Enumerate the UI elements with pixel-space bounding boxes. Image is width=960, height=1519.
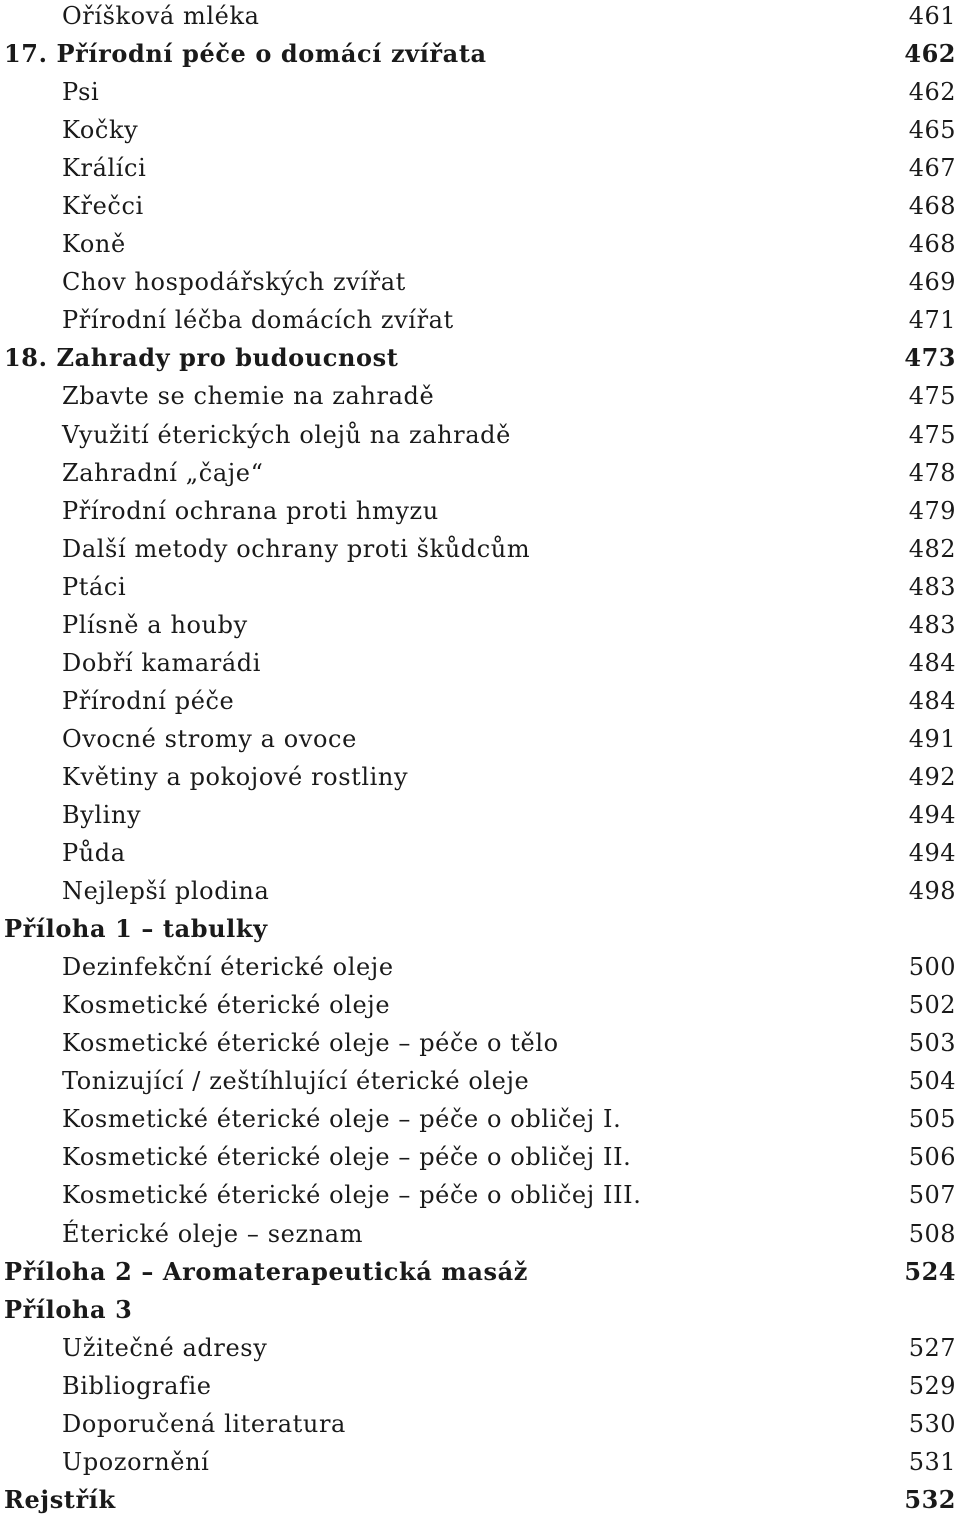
toc-page-number: 478 xyxy=(908,458,956,487)
toc-page-number: 508 xyxy=(908,1219,956,1248)
toc-entry xyxy=(0,225,960,263)
toc-entry xyxy=(0,758,960,796)
toc-entry-title: Kosmetické éterické oleje xyxy=(62,991,391,1020)
toc-entry xyxy=(0,1024,960,1062)
toc-entry-title: Kosmetické éterické oleje – péče o obličej I. xyxy=(62,1105,622,1134)
toc-entry-title: Využití éterických olejů na zahradě xyxy=(62,420,511,449)
toc-page-number: 462 xyxy=(908,78,956,107)
toc-entry-title: Půda xyxy=(62,839,126,868)
toc-entry-title: 17. Přírodní péče o domácí zvířata xyxy=(4,39,487,69)
toc-entry xyxy=(0,492,960,530)
toc-page-number: 462 xyxy=(904,39,956,69)
toc-entry-title: Křečci xyxy=(62,192,144,221)
toc-page-number: 475 xyxy=(908,420,956,449)
toc-entry xyxy=(0,948,960,986)
toc-page-number: 465 xyxy=(908,116,956,145)
toc-page-number: 532 xyxy=(904,1484,956,1514)
toc-chapter-entry xyxy=(0,910,960,948)
toc-entry-title: Upozornění xyxy=(62,1447,210,1476)
toc-entry xyxy=(0,187,960,225)
toc-entry xyxy=(0,530,960,568)
toc-chapter-entry xyxy=(0,35,960,73)
toc-entry xyxy=(0,149,960,187)
toc-entry-title: Oříšková mléka xyxy=(62,2,260,30)
toc-page-number: 468 xyxy=(908,192,956,221)
toc-entry xyxy=(0,0,960,35)
toc-page-number: 492 xyxy=(908,762,956,791)
toc-entry-title: Byliny xyxy=(62,800,142,829)
toc-entry xyxy=(0,834,960,872)
toc-entry-title: Ovocné stromy a ovoce xyxy=(62,724,357,753)
toc-page-number: 461 xyxy=(908,2,956,30)
toc-entry-title: Rejstřík xyxy=(4,1484,116,1514)
toc-page-number: 524 xyxy=(904,1256,956,1286)
toc-entry xyxy=(0,606,960,644)
toc-page-number: 498 xyxy=(908,877,956,906)
toc-entry xyxy=(0,682,960,720)
toc-entry xyxy=(0,1062,960,1100)
toc-entry-title: Příloha 2 – Aromaterapeutická masáž xyxy=(4,1256,528,1286)
toc-entry-title: Další metody ochrany proti škůdcům xyxy=(62,534,531,563)
toc-page-number: 473 xyxy=(904,343,956,373)
toc-page-number: 491 xyxy=(908,724,956,753)
toc-page-number: 467 xyxy=(908,154,956,183)
toc-entry xyxy=(0,73,960,111)
toc-entry xyxy=(0,1215,960,1253)
toc-entry-title: Užitečné adresy xyxy=(62,1333,268,1362)
toc-page-number: 494 xyxy=(908,800,956,829)
toc-page-number: 471 xyxy=(908,306,956,335)
toc-entry-title: 18. Zahrady pro budoucnost xyxy=(4,343,399,373)
toc-entry-title: Kosmetické éterické oleje – péče o obličej III. xyxy=(62,1181,642,1210)
toc-page-number: 479 xyxy=(908,496,956,525)
toc-entry-title: Kočky xyxy=(62,116,139,145)
toc-chapter-entry xyxy=(0,1253,960,1291)
toc-page-number: 469 xyxy=(908,268,956,297)
toc-entry-title: Květiny a pokojové rostliny xyxy=(62,762,409,791)
toc-entry xyxy=(0,1176,960,1214)
toc-entry-title: Bibliografie xyxy=(62,1371,212,1400)
toc-entry-title: Éterické oleje – seznam xyxy=(62,1219,364,1248)
toc-page-number: 475 xyxy=(908,382,956,411)
toc-entry-title: Ptáci xyxy=(62,572,127,601)
toc-entry-title: Dobří kamarádi xyxy=(62,648,261,677)
toc-page-number: 503 xyxy=(908,1029,956,1058)
toc-entry-title: Přírodní léčba domácích zvířat xyxy=(62,306,454,335)
toc-entry-title: Dezinfekční éterické oleje xyxy=(62,953,394,982)
toc-page-number: 502 xyxy=(908,991,956,1020)
toc-entry xyxy=(0,416,960,454)
toc-page-number: 482 xyxy=(908,534,956,563)
toc-entry-title: Přírodní ochrana proti hmyzu xyxy=(62,496,439,525)
toc-entry-title: Chov hospodářských zvířat xyxy=(62,268,406,297)
toc-entry-title: Koně xyxy=(62,230,126,259)
toc-entry-title: Příloha 3 xyxy=(4,1294,133,1324)
toc-page-number: 484 xyxy=(908,648,956,677)
toc-entry-title: Králíci xyxy=(62,154,147,183)
toc-page-number: 527 xyxy=(908,1333,956,1362)
toc-entry xyxy=(0,1329,960,1367)
toc-entry xyxy=(0,1138,960,1176)
toc-entry xyxy=(0,377,960,415)
toc-entry xyxy=(0,796,960,834)
toc-entry-title: Nejlepší plodina xyxy=(62,877,270,906)
toc-entry xyxy=(0,1443,960,1481)
toc-page-number: 531 xyxy=(908,1447,956,1476)
toc-entry xyxy=(0,986,960,1024)
toc-entry xyxy=(0,644,960,682)
toc-entry-title: Tonizující / zeštíhlující éterické oleje xyxy=(62,1067,530,1096)
toc-entry-title: Zahradní „čaje“ xyxy=(62,458,264,487)
toc-entry-title: Kosmetické éterické oleje – péče o obličej II. xyxy=(62,1143,632,1172)
toc-page-number: 505 xyxy=(908,1105,956,1134)
toc-chapter-entry xyxy=(0,1291,960,1329)
toc-entry xyxy=(0,1405,960,1443)
toc-entry xyxy=(0,568,960,606)
toc-entry-title: Zbavte se chemie na zahradě xyxy=(62,382,435,411)
toc-page-number: 529 xyxy=(908,1371,956,1400)
toc-entry xyxy=(0,1100,960,1138)
toc-page-number: 483 xyxy=(908,610,956,639)
toc-entry xyxy=(0,111,960,149)
toc-page-number: 530 xyxy=(908,1409,956,1438)
toc-entry xyxy=(0,872,960,910)
toc-entry xyxy=(0,1367,960,1405)
toc-page-number: 504 xyxy=(908,1067,956,1096)
toc-entry xyxy=(0,301,960,339)
toc-page-number: 507 xyxy=(908,1181,956,1210)
toc-chapter-entry xyxy=(0,1481,960,1519)
toc-page-number: 506 xyxy=(908,1143,956,1172)
toc-entry-title: Doporučená literatura xyxy=(62,1409,346,1438)
toc-chapter-entry xyxy=(0,339,960,377)
toc-page-number: 468 xyxy=(908,230,956,259)
toc-entry xyxy=(0,720,960,758)
toc-entry xyxy=(0,454,960,492)
toc-entry-title: Psi xyxy=(62,78,100,107)
toc-entry-title: Plísně a houby xyxy=(62,610,248,639)
toc-entry-title: Příloha 1 – tabulky xyxy=(4,914,268,944)
toc-entry xyxy=(0,263,960,301)
toc-page-number: 494 xyxy=(908,839,956,868)
toc-entry-title: Kosmetické éterické oleje – péče o tělo xyxy=(62,1029,559,1058)
toc-page-number: 500 xyxy=(908,953,956,982)
toc-page-number: 483 xyxy=(908,572,956,601)
toc-entry-title: Přírodní péče xyxy=(62,686,235,715)
toc-page-number: 484 xyxy=(908,686,956,715)
